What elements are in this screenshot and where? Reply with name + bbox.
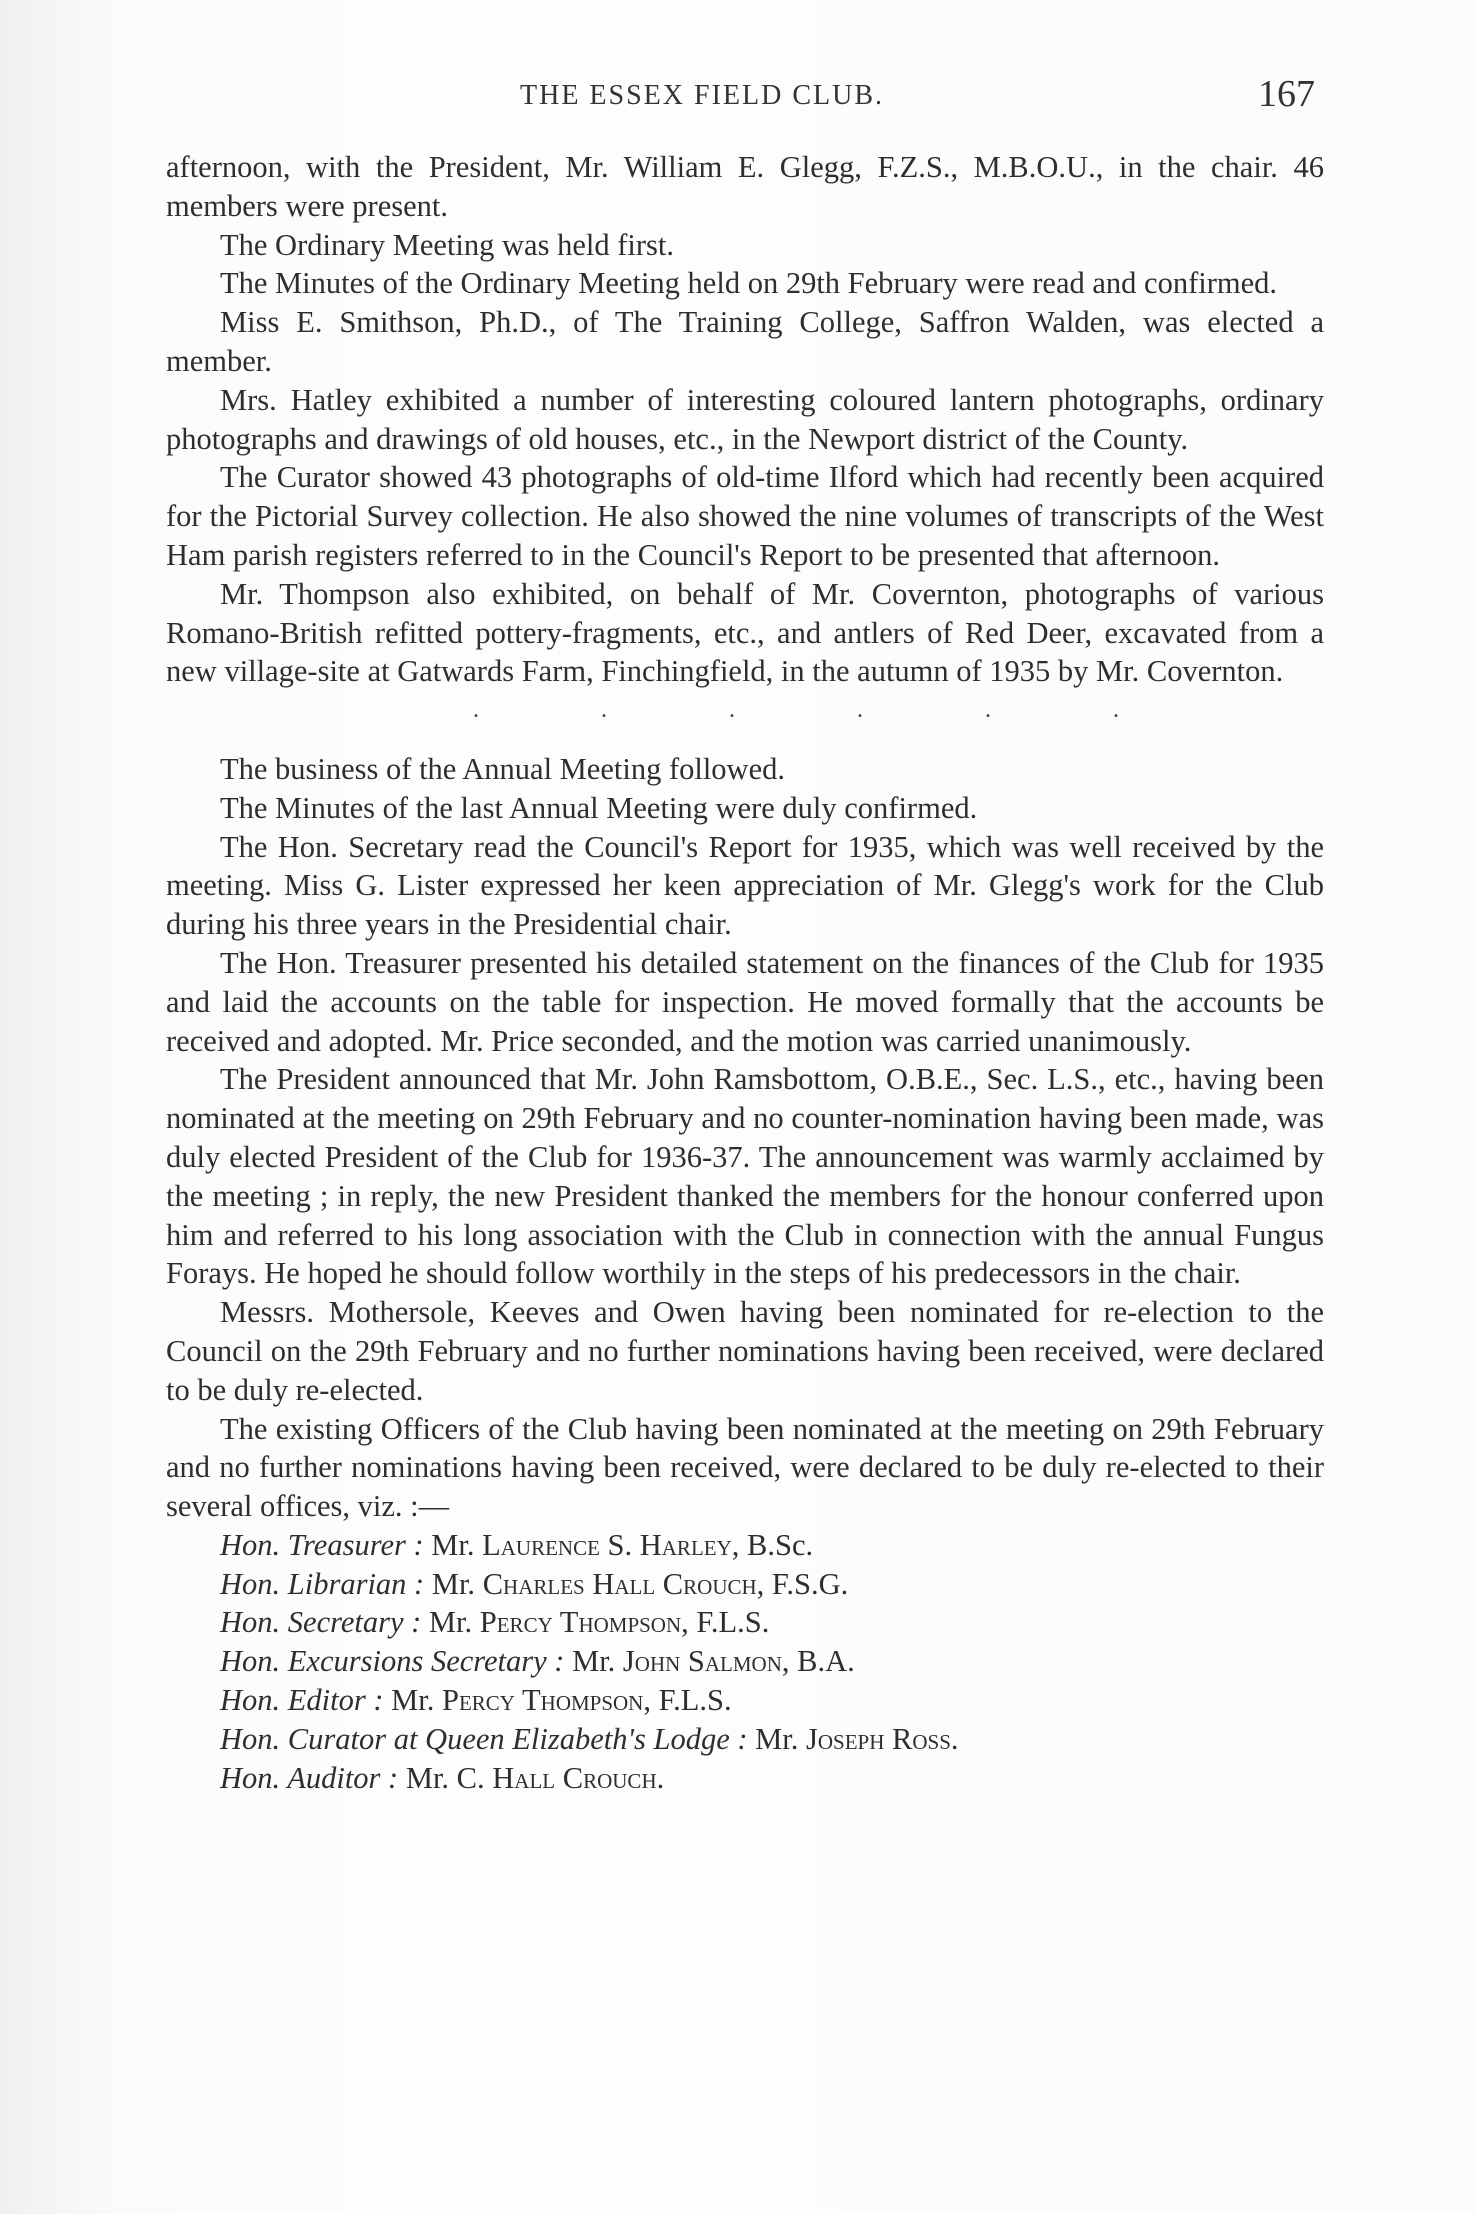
officer-name: Percy Thompson,: [479, 1605, 689, 1640]
paragraph: The Curator showed 43 photographs of old-time Ilford which had recently been acquired for the Pictorial Survey collection. He also showed the nine volumes of transcripts of the West Ham parish registers referred to in the Council's Report to be presented that afternoon.: [166, 460, 1324, 572]
paragraph: The President announced that Mr. John Ramsbottom, O.B.E., Sec. L.S., etc., having been nominated at the meeting on 29th February and no counter-nomination having been made, was duly elected President of the Club for 1936-37. The announcement was warmly acclaimed by the meeting ; in reply, the new President thanked the members for the honour conferred upon him and referred to his long association with the Club in connection with the annual Fungus Forays. He hoped he should follow worthily in the steps of his predecessors in the chair.: [166, 1062, 1324, 1291]
section-separator: . . . . . .: [473, 697, 1177, 724]
officer-entry: [166, 1603, 1324, 1642]
page-number: 167: [1258, 73, 1315, 115]
paragraph: Mr. Thompson also exhibited, on behalf of Mr. Covernton, photographs of various Romano-British refitted pottery-fragments, etc., and antlers of Red Deer, excavated from a new village-site at Gatwards Farm, Finchingfield, in the autumn of 1935 by Mr. Covernton.: [166, 576, 1324, 689]
officer-prefix: Mr.: [431, 1527, 475, 1562]
officer-name: Joseph Ross.: [806, 1721, 959, 1756]
officer-title: Hon. Treasurer :: [220, 1527, 424, 1562]
officer-suffix: F.L.S.: [658, 1683, 732, 1718]
paragraph: The existing Officers of the Club having been nominated at the meeting on 29th February and no further nominations having been received, were declared to be duly re-elected to their several offices, viz. :—: [166, 1411, 1324, 1524]
page-header: [0, 72, 1476, 122]
officer-prefix: Mr.: [391, 1683, 435, 1718]
officer-suffix: B.Sc.: [747, 1527, 814, 1562]
paragraph: The Ordinary Meeting was held first.: [220, 227, 674, 262]
paragraph-continuation: afternoon, with the President, Mr. William E. Glegg, F.Z.S., M.B.O.U., in the chair. 46 members were present.: [166, 150, 1324, 223]
page-body: [166, 148, 1324, 1797]
officer-title: Hon. Librarian :: [220, 1566, 425, 1601]
officer-name: John Salmon,: [622, 1644, 790, 1679]
officer-title: Hon. Editor :: [220, 1683, 384, 1718]
officer-name: Laurence S. Harley,: [482, 1527, 740, 1562]
paragraph: Messrs. Mothersole, Keeves and Owen having been nominated for re-election to the Council on the 29th February and no further nominations having been received, were declared to be duly re-elected.: [166, 1295, 1324, 1407]
officer-prefix: Mr.: [431, 1566, 476, 1601]
paragraph: Mrs. Hatley exhibited a number of interesting coloured lantern photographs, ordinary photographs and drawings of old houses, etc., in the Newport district of the County.: [166, 382, 1324, 456]
officer-name: Charles Hall Crouch,: [482, 1566, 765, 1601]
officer-entry: [166, 1565, 1324, 1604]
paragraph: The business of the Annual Meeting followed.: [220, 751, 785, 786]
officer-name: Hall Crouch.: [492, 1760, 665, 1795]
officer-prefix: Mr. C.: [405, 1760, 485, 1795]
paragraph: The Hon. Secretary read the Council's Report for 1935, which was well received by the meeting. Miss G. Lister expressed her keen appreciation of Mr. Glegg's work for the Club during his three years in the Presidential chair.: [166, 829, 1324, 942]
paragraph: The Hon. Treasurer presented his detailed statement on the finances of the Club for 1935 and laid the accounts on the table for inspection. He moved formally that the accounts be received and adopted. Mr. Price seconded, and the motion was carried unanimously.: [166, 945, 1324, 1058]
officer-suffix: F.L.S.: [696, 1605, 770, 1640]
officer-prefix: Mr.: [428, 1605, 473, 1640]
officer-title: Hon. Auditor :: [220, 1760, 399, 1795]
officer-entry: [166, 1642, 1324, 1681]
paragraph: The Minutes of the Ordinary Meeting held on 29th February were read and confirmed.: [220, 266, 1278, 301]
paragraph: Miss E. Smithson, Ph.D., of The Training College, Saffron Walden, was elected a member.: [166, 305, 1324, 378]
officers-list: [166, 1526, 1324, 1798]
officer-title: Hon. Curator at Queen Elizabeth's Lodge :: [220, 1721, 748, 1756]
officer-entry: [166, 1681, 1324, 1720]
spacer: [166, 730, 1324, 750]
officer-suffix: F.S.G.: [771, 1566, 849, 1601]
running-head: THE ESSEX FIELD CLUB.: [520, 80, 884, 111]
officer-name: Percy Thompson,: [441, 1683, 651, 1718]
paragraph: The Minutes of the last Annual Meeting were duly confirmed.: [220, 790, 978, 825]
officer-prefix: Mr.: [755, 1721, 799, 1756]
officer-entry: [166, 1720, 1324, 1759]
officer-entry: [166, 1759, 1324, 1798]
officer-title: Hon. Excursions Secretary :: [220, 1644, 565, 1679]
officer-suffix: B.A.: [797, 1644, 855, 1679]
officer-entry: [166, 1526, 1324, 1565]
officer-title: Hon. Secretary :: [220, 1605, 422, 1640]
officer-prefix: Mr.: [572, 1644, 616, 1679]
